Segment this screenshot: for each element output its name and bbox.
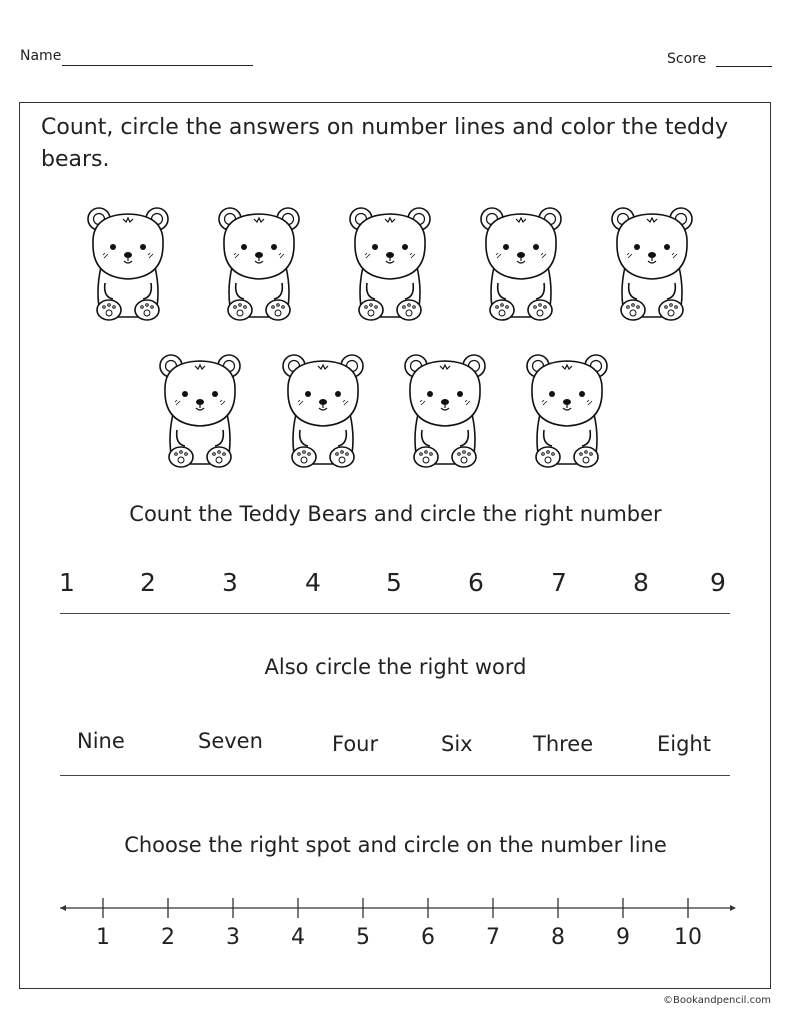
number-option[interactable]: 1 [59, 568, 75, 597]
instructions-text: Count, circle the answers on number lines and color the teddy bears. [41, 115, 729, 172]
number-option[interactable]: 4 [305, 568, 321, 597]
number-line-label[interactable]: 4 [291, 925, 305, 950]
number-option[interactable]: 5 [386, 568, 402, 597]
number-line-label[interactable]: 2 [161, 925, 175, 950]
count-heading: Count the Teddy Bears and circle the right number [129, 502, 662, 526]
number-line-label[interactable]: 3 [226, 925, 240, 950]
right-arrow-icon [730, 905, 736, 911]
word-option[interactable]: Three [533, 732, 594, 756]
word-option[interactable]: Seven [198, 729, 263, 753]
score-label: Score [667, 51, 707, 67]
name-label: Name [20, 48, 62, 64]
number-line-label[interactable]: 10 [674, 925, 702, 950]
teddy-bear-image[interactable] [155, 352, 245, 472]
number-option[interactable]: 6 [468, 568, 484, 597]
teddy-bear-image[interactable] [345, 205, 435, 325]
name-blank[interactable] [62, 65, 253, 66]
number-line[interactable] [58, 894, 738, 954]
teddy-bear-image[interactable] [214, 205, 304, 325]
number-line-label[interactable]: 6 [421, 925, 435, 950]
teddy-bear-image[interactable] [278, 352, 368, 472]
number-line-label[interactable]: 7 [486, 925, 500, 950]
number-option[interactable]: 7 [551, 568, 567, 597]
number-line-label[interactable]: 1 [96, 925, 110, 950]
number-line-label[interactable]: 5 [356, 925, 370, 950]
word-heading: Also circle the right word [264, 655, 527, 679]
teddy-bear-image[interactable] [400, 352, 490, 472]
word-option[interactable]: Four [332, 732, 379, 756]
number-option[interactable]: 3 [222, 568, 238, 597]
left-arrow-icon [60, 905, 66, 911]
teddy-bear-image[interactable] [522, 352, 612, 472]
word-option[interactable]: Six [441, 732, 473, 756]
teddy-bear-image[interactable] [83, 205, 173, 325]
copyright-text: ©Bookandpencil.com [663, 995, 771, 1006]
score-blank[interactable] [716, 66, 772, 67]
divider-line [60, 613, 730, 614]
number-option[interactable]: 2 [140, 568, 156, 597]
teddy-bear-image[interactable] [607, 205, 697, 325]
number-line-heading: Choose the right spot and circle on the number line [124, 833, 667, 857]
word-option[interactable]: Eight [657, 732, 711, 756]
number-line-label[interactable]: 8 [551, 925, 565, 950]
teddy-bear-image[interactable] [476, 205, 566, 325]
number-option[interactable]: 8 [633, 568, 649, 597]
word-option[interactable]: Nine [77, 729, 125, 753]
divider-line [60, 775, 730, 776]
number-line-label[interactable]: 9 [616, 925, 630, 950]
number-option[interactable]: 9 [710, 568, 726, 597]
